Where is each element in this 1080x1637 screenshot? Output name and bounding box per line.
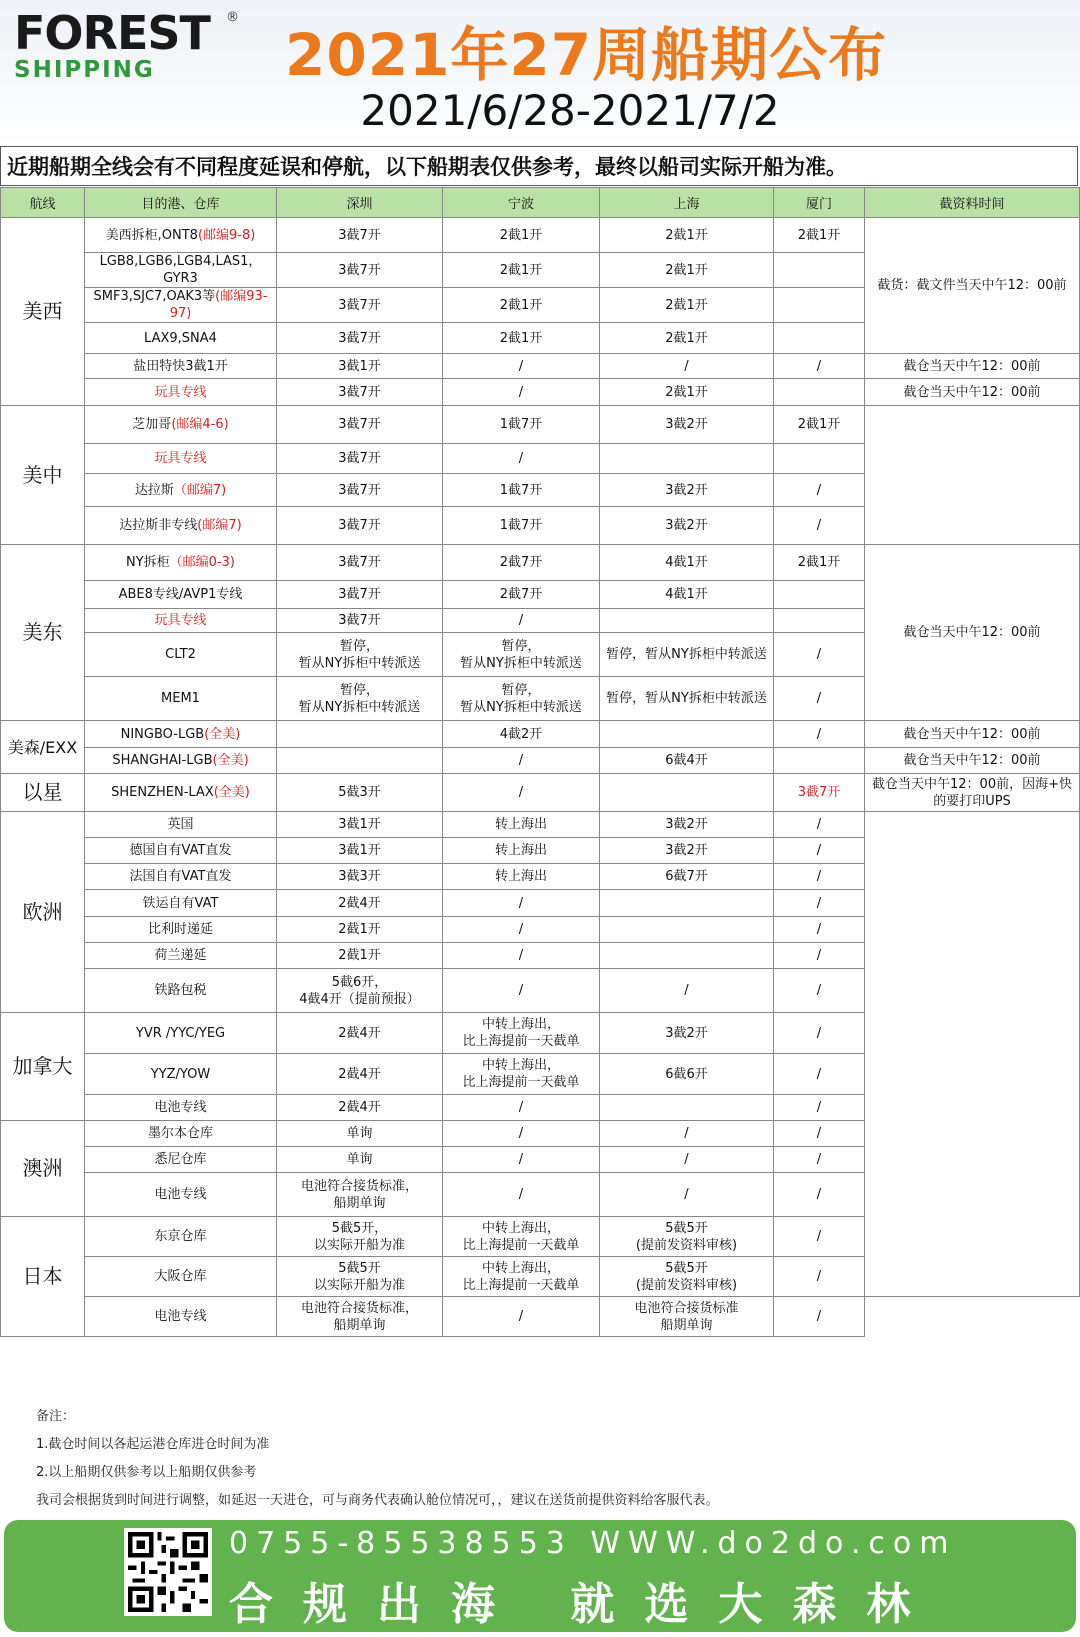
ningbo-schedule: / <box>443 1121 600 1147</box>
shanghai-schedule: 2截1开 <box>600 288 774 323</box>
destination-note: （邮编0-3) <box>169 555 235 570</box>
destination-name: 东京仓库 <box>154 1229 207 1244</box>
xiamen-schedule: / <box>774 1217 865 1257</box>
destination-name: SMF3,SJC7,OAK3等 <box>93 289 216 304</box>
shenzhen-schedule: 暂停， 暂从NY拆柜中转派送 <box>277 677 443 721</box>
shanghai-schedule: 3截2开 <box>600 406 774 444</box>
xiamen-schedule <box>774 748 865 774</box>
xiamen-schedule: / <box>774 677 865 721</box>
ningbo-schedule: / <box>443 1173 600 1217</box>
shenzhen-schedule: 3截7开 <box>277 474 443 507</box>
destination-name: CLT2 <box>165 647 196 662</box>
destination-note: (邮编9-8) <box>197 227 256 243</box>
destination-name: YYZ/YOW <box>150 1066 211 1082</box>
table-row <box>1 721 1080 748</box>
shenzhen-schedule: 2截4开 <box>277 890 443 917</box>
ningbo-schedule: / <box>443 444 600 474</box>
shanghai-schedule <box>600 774 774 812</box>
xiamen-schedule: / <box>774 507 865 545</box>
footer-slogan: 合规出海 就选大森林 <box>229 1579 941 1630</box>
xiamen-schedule <box>774 379 865 406</box>
destination-name: MEM1 <box>161 691 200 706</box>
xiamen-schedule: / <box>774 864 865 890</box>
destination-name: 芝加哥 <box>132 417 172 432</box>
ningbo-schedule: / <box>443 969 600 1013</box>
shenzhen-schedule: 5截5开 以实际开船为准 <box>277 1257 443 1297</box>
schedule-notice: 近期船期全线会有不同程度延误和停航，以下船期表仅供参考，最终以船司实际开船为准。 <box>0 146 1078 186</box>
shenzhen-schedule: 2截4开 <box>277 1013 443 1054</box>
ningbo-schedule: / <box>443 354 600 379</box>
route-region: 加拿大 <box>1 1013 85 1121</box>
xiamen-schedule: / <box>774 1297 865 1337</box>
shenzhen-schedule: 5截6开， 4截4开（提前预报） <box>277 969 443 1013</box>
destination-cell <box>85 721 277 748</box>
route-region: 美东 <box>1 545 85 721</box>
shenzhen-schedule: 3截7开 <box>277 581 443 609</box>
shanghai-schedule: 6截6开 <box>600 1054 774 1095</box>
shenzhen-schedule: 电池符合接货标准， 船期单询 <box>277 1297 443 1337</box>
shanghai-schedule: 3截2开 <box>600 507 774 545</box>
destination-cell <box>85 812 277 838</box>
ningbo-schedule: 2截1开 <box>443 288 600 323</box>
shenzhen-schedule: 3截7开 <box>277 545 443 581</box>
xiamen-schedule <box>774 581 865 609</box>
shenzhen-schedule: 3截7开 <box>277 406 443 444</box>
contact-phone-website: 0755-85538553 WWW.do2do.com <box>229 1526 957 1561</box>
destination-name: SHANGHAI-LGB <box>112 753 213 768</box>
destination-name: 德国自有VAT直发 <box>129 843 232 858</box>
shenzhen-schedule: 3截1开 <box>277 354 443 379</box>
xiamen-schedule: / <box>774 1121 865 1147</box>
destination-name: 盐田特快3截1开 <box>133 358 228 374</box>
destination-cell <box>85 218 277 253</box>
shanghai-schedule: / <box>600 1147 774 1173</box>
xiamen-schedule: / <box>774 838 865 864</box>
table-row <box>1 812 1080 838</box>
destination-cell <box>85 1147 277 1173</box>
destination-cell <box>85 677 277 721</box>
xiamen-schedule: / <box>774 721 865 748</box>
shanghai-schedule: / <box>600 1121 774 1147</box>
destination-note: (邮编7) <box>197 518 242 533</box>
shanghai-schedule: 3截2开 <box>600 1013 774 1054</box>
col-header-destination: 目的港、仓库 <box>85 188 277 218</box>
xiamen-schedule: 2截1开 <box>774 406 865 444</box>
route-region: 美中 <box>1 406 85 545</box>
shanghai-schedule: 4截1开 <box>600 581 774 609</box>
destination-cell <box>85 609 277 633</box>
qr-code-icon <box>124 1528 212 1616</box>
destination-name: 法国自有VAT直发 <box>129 869 232 884</box>
shanghai-schedule <box>600 917 774 943</box>
cutoff-time: 截货：截文件当天中午12：00前 <box>865 218 1080 354</box>
xiamen-schedule <box>774 253 865 288</box>
destination-name: 达拉斯 <box>134 482 174 498</box>
destination-name: 荷兰递延 <box>154 948 207 963</box>
xiamen-schedule: / <box>774 1173 865 1217</box>
destination-cell <box>85 1121 277 1147</box>
xiamen-schedule: / <box>774 943 865 969</box>
destination-name: NINGBO-LGB <box>120 726 205 742</box>
ningbo-schedule: 1截7开 <box>443 406 600 444</box>
remark-3: 我司会根据货到时间进行调整，如延迟一天进仓，可与商务代表确认舱位情况可，，建议在送货前提供资料给客服代表。 <box>36 1493 719 1508</box>
col-header-shanghai: 上海 <box>600 188 774 218</box>
xiamen-schedule: / <box>774 1095 865 1121</box>
xiamen-schedule: / <box>774 917 865 943</box>
shanghai-schedule: / <box>600 1173 774 1217</box>
shenzhen-schedule: 3截7开 <box>277 379 443 406</box>
ningbo-schedule: 4截2开 <box>443 721 600 748</box>
ningbo-schedule: 中转上海出， 比上海提前一天截单 <box>443 1013 600 1054</box>
cutoff-time: 截仓当天中午12：00前 <box>865 748 1080 774</box>
shanghai-schedule: 3截2开 <box>600 474 774 507</box>
destination-cell <box>85 917 277 943</box>
destination-note: (全美) <box>213 785 250 800</box>
ningbo-schedule: 暂停， 暂从NY拆柜中转派送 <box>443 677 600 721</box>
destination-name: ABE8专线/AVP1专线 <box>118 587 243 602</box>
route-region: 以星 <box>1 774 85 812</box>
shanghai-schedule <box>600 609 774 633</box>
ningbo-schedule: / <box>443 943 600 969</box>
destination-cell <box>85 1173 277 1217</box>
col-header-shenzhen: 深圳 <box>277 188 443 218</box>
destination-name: 悉尼仓库 <box>154 1152 207 1167</box>
shenzhen-schedule: 2截4开 <box>277 1054 443 1095</box>
logo-line2: SHIPPING <box>14 57 155 83</box>
xiamen-schedule <box>774 444 865 474</box>
destination-name: 比利时递延 <box>147 922 213 937</box>
date-range: 2021/6/28-2021/7/2 <box>360 86 780 135</box>
cutoff-time: 截仓当天中午12：00前 <box>865 354 1080 379</box>
destination-cell <box>85 633 277 677</box>
destination-cell <box>85 581 277 609</box>
cutoff-time: 截仓当天中午12：00前 <box>865 379 1080 406</box>
shenzhen-schedule: 2截1开 <box>277 917 443 943</box>
destination-cell <box>85 379 277 406</box>
shanghai-schedule: 5截5开 (提前发资料审核) <box>600 1217 774 1257</box>
table-row <box>1 748 1080 774</box>
shenzhen-schedule: 3截7开 <box>277 444 443 474</box>
destination-cell <box>85 1013 277 1054</box>
col-header-route: 航线 <box>1 188 85 218</box>
shanghai-schedule: 3截2开 <box>600 812 774 838</box>
table-row <box>1 406 1080 444</box>
table-row <box>1 379 1080 406</box>
destination-cell <box>85 406 277 444</box>
shenzhen-schedule: 2截4开 <box>277 1095 443 1121</box>
shenzhen-schedule: 3截1开 <box>277 812 443 838</box>
destination-cell <box>85 323 277 354</box>
destination-name: NY拆柜 <box>126 555 170 570</box>
shanghai-schedule: 3截2开 <box>600 838 774 864</box>
xiamen-schedule: / <box>774 890 865 917</box>
forest-shipping-logo <box>14 6 239 83</box>
shanghai-schedule: 2截1开 <box>600 323 774 354</box>
destination-cell <box>85 1095 277 1121</box>
shanghai-schedule: 电池符合接货标准 船期单询 <box>600 1297 774 1337</box>
destination-cell <box>85 1297 277 1337</box>
page-header <box>0 0 1080 145</box>
col-header-cutoff: 截资料时间 <box>865 188 1080 218</box>
destination-name: 电池专线 <box>154 1100 207 1115</box>
destination-cell <box>85 864 277 890</box>
xiamen-schedule: / <box>774 1054 865 1095</box>
destination-name: 电池专线 <box>154 1309 207 1324</box>
ningbo-schedule: 暂停， 暂从NY拆柜中转派送 <box>443 633 600 677</box>
shanghai-schedule <box>600 943 774 969</box>
destination-cell <box>85 1217 277 1257</box>
destination-cell <box>85 253 277 288</box>
xiamen-schedule: / <box>774 1257 865 1297</box>
xiamen-schedule: / <box>774 633 865 677</box>
destination-note: (邮编93-97) <box>169 289 268 321</box>
xiamen-schedule: / <box>774 474 865 507</box>
shenzhen-schedule: 5截3开 <box>277 774 443 812</box>
shipping-schedule-table <box>0 187 1080 1337</box>
table-row <box>1 774 1080 812</box>
xiamen-schedule: / <box>774 812 865 838</box>
destination-name: 英国 <box>167 817 194 832</box>
shanghai-schedule: / <box>600 354 774 379</box>
shenzhen-schedule: 3截7开 <box>277 218 443 253</box>
xiamen-schedule: / <box>774 969 865 1013</box>
table-row <box>1 1297 1080 1337</box>
destination-cell <box>85 748 277 774</box>
destination-cell <box>85 354 277 379</box>
registered-mark: ® <box>226 10 239 25</box>
destination-name: LAX9,SNA4 <box>144 330 217 346</box>
ningbo-schedule: 转上海出 <box>443 812 600 838</box>
xiamen-schedule: / <box>774 1147 865 1173</box>
destination-name: 墨尔本仓库 <box>147 1126 213 1141</box>
ningbo-schedule: / <box>443 379 600 406</box>
table-header-row <box>1 188 1080 218</box>
destination-note: (邮编4-6) <box>171 417 229 432</box>
shanghai-schedule: 4截1开 <box>600 545 774 581</box>
shanghai-schedule: 暂停，暂从NY拆柜中转派送 <box>600 677 774 721</box>
destination-cell <box>85 1257 277 1297</box>
shanghai-schedule: / <box>600 969 774 1013</box>
remarks <box>36 1403 719 1515</box>
destination-cell <box>85 838 277 864</box>
shanghai-schedule <box>600 1095 774 1121</box>
ningbo-schedule: 2截7开 <box>443 581 600 609</box>
shenzhen-schedule: 3截7开 <box>277 288 443 323</box>
cutoff-time: 截仓当天中午12：00前，因海+快的要打印UPS <box>865 774 1080 812</box>
ningbo-schedule: / <box>443 1297 600 1337</box>
shenzhen-schedule <box>277 748 443 774</box>
ningbo-schedule: 中转上海出， 比上海提前一天截单 <box>443 1054 600 1095</box>
route-region: 美森/EXX <box>1 721 85 774</box>
shanghai-schedule: 2截1开 <box>600 218 774 253</box>
shenzhen-schedule: 单询 <box>277 1147 443 1173</box>
shanghai-schedule <box>600 444 774 474</box>
ningbo-schedule: 中转上海出， 比上海提前一天截单 <box>443 1217 600 1257</box>
destination-cell <box>85 943 277 969</box>
xiamen-schedule: / <box>774 1013 865 1054</box>
destination-note: 玩具专线 <box>154 451 207 466</box>
destination-name: 铁路包税 <box>154 983 207 998</box>
xiamen-schedule: 2截1开 <box>774 545 865 581</box>
route-region: 美西 <box>1 218 85 406</box>
ningbo-schedule: 中转上海出， 比上海提前一天截单 <box>443 1257 600 1297</box>
shenzhen-schedule: 3截3开 <box>277 864 443 890</box>
cutoff-time <box>865 812 1080 1297</box>
ningbo-schedule: 1截7开 <box>443 474 600 507</box>
destination-name: 大阪仓库 <box>154 1269 207 1284</box>
ningbo-schedule: 2截1开 <box>443 218 600 253</box>
shenzhen-schedule: 3截7开 <box>277 609 443 633</box>
ningbo-schedule: / <box>443 917 600 943</box>
route-region: 日本 <box>1 1217 85 1337</box>
ningbo-schedule: 转上海出 <box>443 838 600 864</box>
xiamen-schedule <box>774 323 865 354</box>
destination-note: 玩具专线 <box>154 384 207 400</box>
destination-name: 达拉斯非专线 <box>119 518 198 533</box>
ningbo-schedule: / <box>443 748 600 774</box>
destination-cell <box>85 444 277 474</box>
destination-cell <box>85 507 277 545</box>
cutoff-time: 截仓当天中午12：00前 <box>865 545 1080 721</box>
destination-note: (全美) <box>212 753 249 768</box>
ningbo-schedule: 2截1开 <box>443 253 600 288</box>
remark-1: 1.截仓时间以各起运港仓库进仓时间为准 <box>36 1437 270 1452</box>
xiamen-schedule: 2截1开 <box>774 218 865 253</box>
cutoff-time: 截仓当天中午12：00前 <box>865 721 1080 748</box>
table-row <box>1 354 1080 379</box>
cutoff-time <box>865 406 1080 545</box>
destination-cell <box>85 545 277 581</box>
shenzhen-schedule: 单询 <box>277 1121 443 1147</box>
destination-note: 玩具专线 <box>154 613 207 628</box>
shenzhen-schedule: 3截1开 <box>277 838 443 864</box>
route-region: 澳洲 <box>1 1121 85 1217</box>
destination-name: SHENZHEN-LAX <box>111 785 214 800</box>
route-region: 欧洲 <box>1 812 85 1013</box>
ningbo-schedule: 1截7开 <box>443 507 600 545</box>
shenzhen-schedule: 3截7开 <box>277 253 443 288</box>
destination-note: (全美) <box>204 726 241 742</box>
destination-name: 铁运自有VAT <box>142 895 219 911</box>
ningbo-schedule: / <box>443 1147 600 1173</box>
xiamen-schedule <box>774 288 865 323</box>
destination-name: LGB8,LGB6,LGB4,LAS1，GYR3 <box>99 254 262 286</box>
ningbo-schedule: / <box>443 1095 600 1121</box>
shenzhen-schedule <box>277 721 443 748</box>
shenzhen-schedule: 5截5开， 以实际开船为准 <box>277 1217 443 1257</box>
ningbo-schedule: / <box>443 774 600 812</box>
footer-banner <box>4 1520 1076 1632</box>
ningbo-schedule: / <box>443 609 600 633</box>
shenzhen-schedule: 暂停， 暂从NY拆柜中转派送 <box>277 633 443 677</box>
ningbo-schedule: 2截7开 <box>443 545 600 581</box>
destination-name: 电池专线 <box>154 1187 207 1202</box>
destination-cell <box>85 288 277 323</box>
ningbo-schedule: / <box>443 890 600 917</box>
logo-line1: FOREST <box>14 6 210 60</box>
shanghai-schedule: 2截1开 <box>600 253 774 288</box>
destination-cell <box>85 969 277 1013</box>
shenzhen-schedule: 2截1开 <box>277 943 443 969</box>
shanghai-schedule: 暂停，暂从NY拆柜中转派送 <box>600 633 774 677</box>
xiamen-schedule: 3截7开 <box>774 774 865 812</box>
shanghai-schedule: 2截1开 <box>600 379 774 406</box>
shenzhen-schedule: 3截7开 <box>277 507 443 545</box>
destination-cell <box>85 890 277 917</box>
ningbo-schedule: 转上海出 <box>443 864 600 890</box>
shanghai-schedule: 5截5开 (提前发资料审核) <box>600 1257 774 1297</box>
table-row <box>1 545 1080 581</box>
destination-note: （邮编7) <box>173 482 227 498</box>
remark-2: 2.以上船期仅供参考以上船期仅供参考 <box>36 1465 257 1480</box>
xiamen-schedule <box>774 609 865 633</box>
table-row <box>1 218 1080 253</box>
destination-name: 美西拆柜,ONT8 <box>105 227 198 243</box>
destination-cell <box>85 474 277 507</box>
page-title: 2021年27周船期公布 <box>285 21 888 89</box>
shanghai-schedule <box>600 890 774 917</box>
shanghai-schedule: 6截7开 <box>600 864 774 890</box>
xiamen-schedule: / <box>774 354 865 379</box>
destination-cell <box>85 1054 277 1095</box>
remarks-heading: 备注： <box>36 1409 76 1424</box>
col-header-xiamen: 厦门 <box>774 188 865 218</box>
shanghai-schedule <box>600 721 774 748</box>
col-header-ningbo: 宁波 <box>443 188 600 218</box>
shanghai-schedule: 6截4开 <box>600 748 774 774</box>
shenzhen-schedule: 3截7开 <box>277 323 443 354</box>
destination-name: YVR /YYC/YEG <box>135 1025 226 1041</box>
ningbo-schedule: 2截1开 <box>443 323 600 354</box>
destination-cell <box>85 774 277 812</box>
shenzhen-schedule: 电池符合接货标准， 船期单询 <box>277 1173 443 1217</box>
